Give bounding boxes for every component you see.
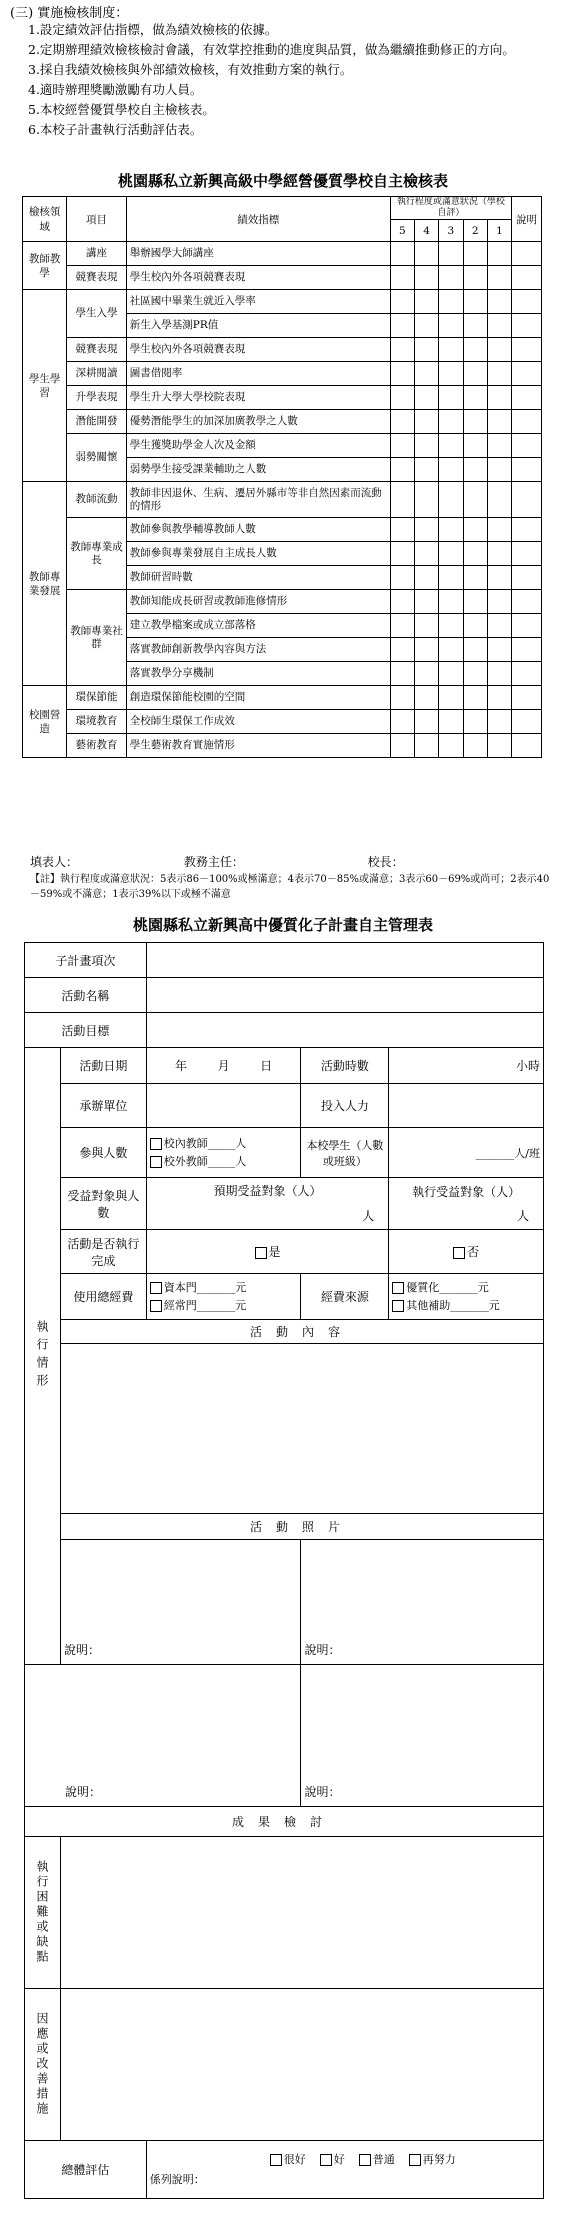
item-cell: 教師流動 — [67, 482, 127, 518]
execution-label-text: 執行情形 — [34, 1320, 49, 1392]
capital-checkbox[interactable] — [150, 1282, 162, 1294]
item-cell: 環境教育 — [67, 710, 127, 734]
domain-cell: 教師專業發展 — [23, 482, 67, 686]
score-cell[interactable] — [414, 386, 438, 410]
table1-title: 桃園縣私立新興高級中學經營優質學校自主檢核表 — [117, 172, 448, 190]
indicator-cell: 落實教師創新教學內容與方法 — [126, 638, 390, 662]
score-cell[interactable] — [439, 410, 463, 434]
item-cell: 學生入學 — [67, 290, 127, 338]
score-cell[interactable] — [414, 662, 438, 686]
remark-cell[interactable] — [512, 566, 542, 590]
option-label: 再努力 — [422, 2152, 456, 2166]
in-teacher-checkbox[interactable] — [150, 1138, 162, 1150]
score-cell[interactable] — [487, 434, 511, 458]
remark-cell[interactable] — [512, 638, 542, 662]
score-cell[interactable] — [414, 614, 438, 638]
indicator-cell: 學生藝術教育實施情形 — [126, 734, 390, 758]
expected-benefit[interactable] — [146, 1178, 389, 1230]
overall-option[interactable] — [359, 2153, 395, 2166]
overall-option[interactable] — [409, 2153, 456, 2166]
score-cell[interactable] — [463, 338, 487, 362]
score-cell[interactable] — [390, 242, 414, 266]
remark-cell[interactable] — [512, 518, 542, 542]
month-label: 月 — [217, 1059, 230, 1073]
indicator-cell: 社區國中畢業生就近入學率 — [126, 290, 390, 314]
score-cell[interactable] — [414, 266, 438, 290]
score-cell[interactable] — [487, 482, 511, 518]
score-cell[interactable] — [463, 362, 487, 386]
score-cell[interactable] — [439, 662, 463, 686]
done-no[interactable] — [389, 1230, 544, 1274]
score-cell[interactable] — [463, 266, 487, 290]
indicator-cell: 全校師生環保工作成效 — [126, 710, 390, 734]
activity-name-label: 活動名稱 — [25, 978, 147, 1013]
table-row — [23, 242, 542, 266]
budget-label: 使用總經費 — [60, 1274, 146, 1320]
checklist-item: 6.本校子計畫執行活動評估表。 — [28, 122, 203, 137]
score-cell[interactable] — [439, 686, 463, 710]
score-cell[interactable] — [390, 662, 414, 686]
sub-item-value[interactable] — [146, 943, 543, 978]
score-cell[interactable] — [390, 614, 414, 638]
score-cell[interactable] — [439, 614, 463, 638]
in-teacher-label: 校內教師_____人 — [163, 1136, 247, 1150]
score-cell[interactable] — [463, 710, 487, 734]
score-cell[interactable] — [414, 566, 438, 590]
self-check-table — [22, 196, 542, 758]
score-cell[interactable] — [487, 518, 511, 542]
score-cell[interactable] — [487, 710, 511, 734]
score-cell[interactable] — [439, 290, 463, 314]
indicator-cell: 學生獲獎助學金人次及金額 — [126, 434, 390, 458]
improve-value[interactable] — [60, 1989, 543, 2141]
table-row — [23, 410, 542, 434]
expected-label: 預期受益對象（人） — [213, 1184, 322, 1198]
host-value[interactable] — [146, 1084, 301, 1128]
checklist-item: 1.設定績效評估指標，做為績效檢核的依據。 — [28, 22, 278, 37]
score-cell[interactable] — [463, 662, 487, 686]
teacher-counts[interactable] — [146, 1128, 301, 1178]
improve-label-text: 因應或改善措施 — [34, 2012, 49, 2117]
indicator-cell: 教師非因退休、生病、遷居外縣市等非自然因素而流動的情形 — [126, 482, 390, 518]
indicator-cell: 新生入學基測PR值 — [126, 314, 390, 338]
table-row — [23, 518, 542, 542]
score-cell[interactable] — [463, 290, 487, 314]
score-cell[interactable] — [390, 410, 414, 434]
table-row — [23, 482, 542, 518]
score-cell[interactable] — [414, 710, 438, 734]
participants-label: 參與人數 — [60, 1128, 146, 1178]
score-cell[interactable] — [487, 458, 511, 482]
domain-cell: 學生學習 — [23, 290, 67, 482]
score-cell[interactable] — [439, 482, 463, 518]
score-cell[interactable] — [487, 266, 511, 290]
score-cell[interactable] — [487, 386, 511, 410]
difficulty-label — [25, 1837, 61, 1989]
score-header-4: 4 — [414, 220, 438, 242]
signature-line — [30, 853, 404, 870]
indicator-cell: 弱勢學生接受課業輔助之人數 — [126, 458, 390, 482]
remark-cell[interactable] — [512, 614, 542, 638]
score-cell[interactable] — [414, 338, 438, 362]
score-cell[interactable] — [390, 638, 414, 662]
indicator-cell: 學生升大學大學校院表現 — [126, 386, 390, 410]
score-cell[interactable] — [390, 518, 414, 542]
benefit-label: 受益對象與人數 — [60, 1178, 146, 1230]
photo-4[interactable] — [301, 1665, 544, 1807]
checklist-item: 4.適時辦理獎勵激勵有功人員。 — [28, 82, 203, 97]
score-cell[interactable] — [439, 710, 463, 734]
remark-cell[interactable] — [512, 686, 542, 710]
score-cell[interactable] — [463, 590, 487, 614]
score-cell[interactable] — [463, 518, 487, 542]
score-cell[interactable] — [463, 542, 487, 566]
item-cell: 教師專業成長 — [67, 518, 127, 590]
students-unit[interactable]: _______人/班 — [389, 1128, 544, 1178]
score-cell[interactable] — [439, 242, 463, 266]
content-value[interactable] — [60, 1344, 543, 1514]
score-cell[interactable] — [487, 662, 511, 686]
indicator-cell: 建立教學檔案或成立部落格 — [126, 614, 390, 638]
yes-checkbox[interactable] — [255, 1247, 267, 1259]
header-remark: 說明 — [512, 197, 542, 242]
score-cell[interactable] — [390, 590, 414, 614]
score-cell[interactable] — [439, 434, 463, 458]
other-label: 其他補助_______元 — [406, 1298, 500, 1312]
indicator-cell: 優勢潛能學生的加深加廣教學之人數 — [126, 410, 390, 434]
domain-cell: 教師教學 — [23, 242, 67, 290]
score-cell[interactable] — [463, 614, 487, 638]
option-label: 很好 — [283, 2152, 306, 2166]
option-checkbox[interactable] — [270, 2154, 282, 2166]
current-checkbox[interactable] — [150, 1300, 162, 1312]
score-cell[interactable] — [390, 362, 414, 386]
table-row — [23, 710, 542, 734]
overall-option[interactable] — [320, 2153, 345, 2166]
day-label: 日 — [260, 1059, 273, 1073]
host-label: 承辦單位 — [60, 1084, 146, 1128]
table-row — [23, 590, 542, 614]
header-degree: 執行程度或滿意狀況（學校自評） — [390, 197, 511, 220]
score-cell[interactable] — [463, 638, 487, 662]
score-cell[interactable] — [414, 242, 438, 266]
score-cell[interactable] — [439, 566, 463, 590]
score-cell[interactable] — [390, 458, 414, 482]
table-row — [23, 362, 542, 386]
done-yes[interactable] — [146, 1230, 389, 1274]
score-cell[interactable] — [414, 410, 438, 434]
score-cell[interactable] — [414, 314, 438, 338]
header-indicator: 績效指標 — [126, 197, 390, 242]
current-label: 經常門_______元 — [163, 1298, 247, 1312]
remark-cell[interactable] — [512, 458, 542, 482]
item-cell: 講座 — [67, 242, 127, 266]
score-cell[interactable] — [414, 290, 438, 314]
indicator-cell: 教師知能成長研習或教師進修情形 — [126, 590, 390, 614]
indicator-cell: 落實教學分享機制 — [126, 662, 390, 686]
score-cell[interactable] — [463, 314, 487, 338]
overall-options — [150, 2150, 540, 2170]
score-cell[interactable] — [439, 638, 463, 662]
expected-unit: 人 — [362, 1209, 375, 1223]
score-cell[interactable] — [439, 266, 463, 290]
table-row — [23, 338, 542, 362]
students-label: 本校學生（人數或班級） — [301, 1128, 389, 1178]
score-cell[interactable] — [414, 686, 438, 710]
photo-4-caption: 說明： — [304, 1785, 341, 1799]
score-header-2: 2 — [463, 220, 487, 242]
score-cell[interactable] — [487, 686, 511, 710]
score-cell[interactable] — [487, 314, 511, 338]
score-cell[interactable] — [439, 734, 463, 758]
source-label: 經費來源 — [301, 1274, 389, 1320]
table-row — [23, 290, 542, 314]
option-checkbox[interactable] — [320, 2154, 332, 2166]
photo-2[interactable] — [301, 1540, 544, 1665]
indicator-cell: 教師參與專業發展自主成長人數 — [126, 542, 390, 566]
score-cell[interactable] — [414, 734, 438, 758]
date-label: 活動日期 — [60, 1048, 146, 1084]
execution-label — [25, 1048, 61, 1665]
actual-label: 執行受益對象（人） — [412, 1184, 521, 1199]
option-label: 好 — [333, 2152, 345, 2166]
domain-cell: 校園營造 — [23, 686, 67, 758]
score-cell[interactable] — [439, 518, 463, 542]
indicator-cell: 學生校內外各項競賽表現 — [126, 266, 390, 290]
remark-cell[interactable] — [512, 386, 542, 410]
sub-item-label: 子計畫項次 — [25, 943, 147, 978]
hours-label: 活動時數 — [301, 1048, 389, 1084]
score-cell[interactable] — [390, 266, 414, 290]
remark-cell[interactable] — [512, 242, 542, 266]
quality-checkbox[interactable] — [392, 1282, 404, 1294]
out-teacher-checkbox[interactable] — [150, 1156, 162, 1168]
score-cell[interactable] — [487, 566, 511, 590]
budget-values[interactable] — [146, 1274, 301, 1320]
score-cell[interactable] — [414, 542, 438, 566]
quality-label: 優質化_______元 — [406, 1280, 489, 1294]
score-cell[interactable] — [414, 458, 438, 482]
other-checkbox[interactable] — [392, 1300, 404, 1312]
score-cell[interactable] — [390, 542, 414, 566]
photo-2-caption: 說明： — [304, 1643, 341, 1657]
checklist-item: 3.採自我績效檢核與外部績效檢核，有效推動方案的執行。 — [28, 62, 353, 77]
remark-cell[interactable] — [512, 482, 542, 518]
photo-1[interactable] — [60, 1540, 300, 1665]
score-cell[interactable] — [390, 290, 414, 314]
item-cell: 升學表現 — [67, 386, 127, 410]
remark-cell[interactable] — [512, 338, 542, 362]
score-cell[interactable] — [463, 458, 487, 482]
score-header-5: 5 — [390, 220, 414, 242]
score-cell[interactable] — [414, 434, 438, 458]
score-cell[interactable] — [463, 482, 487, 518]
actual-unit: 人 — [516, 1208, 529, 1223]
option-label: 普通 — [372, 2152, 395, 2166]
activity-goal-value[interactable] — [146, 1013, 543, 1048]
score-cell[interactable] — [414, 590, 438, 614]
option-checkbox[interactable] — [359, 2154, 371, 2166]
remark-cell[interactable] — [512, 314, 542, 338]
item-cell: 弱勢關懷 — [67, 434, 127, 482]
indicator-cell: 創造環保節能校園的空間 — [126, 686, 390, 710]
photo-1-caption: 說明： — [63, 1643, 100, 1657]
improve-label — [25, 1989, 61, 2141]
capital-label: 資本門_______元 — [163, 1280, 247, 1294]
checklist-item: 5.本校經營優質學校自主檢核表。 — [28, 102, 215, 117]
remark-cell[interactable] — [512, 590, 542, 614]
score-header-3: 3 — [439, 220, 463, 242]
item-cell: 教師專業社群 — [67, 590, 127, 686]
score-cell[interactable] — [463, 434, 487, 458]
remark-cell[interactable] — [512, 434, 542, 458]
score-cell[interactable] — [439, 314, 463, 338]
filler-label: 填表人： — [30, 855, 79, 869]
indicator-cell: 教師研習時數 — [126, 566, 390, 590]
header-item: 項目 — [67, 197, 127, 242]
sub-plan-table — [24, 942, 544, 2199]
done-label: 活動是否執行完成 — [60, 1230, 146, 1274]
year-label: 年 — [175, 1059, 188, 1073]
checklist — [28, 20, 548, 140]
scoring-note: 【註】執行程度或滿意狀況：5表示86－100%或極滿意；4表示70－85%或滿意；3表示60－69%或尚可；2表示40－59%或不滿意；1表示39%以下或極不滿意 — [30, 874, 550, 900]
no-label: 否 — [467, 1245, 480, 1259]
table-row — [23, 266, 542, 290]
score-cell[interactable] — [390, 314, 414, 338]
score-cell[interactable] — [463, 242, 487, 266]
score-cell[interactable] — [414, 482, 438, 518]
photo-3[interactable] — [25, 1665, 301, 1807]
remark-cell[interactable] — [512, 410, 542, 434]
score-cell[interactable] — [439, 386, 463, 410]
option-checkbox[interactable] — [409, 2154, 421, 2166]
item-cell: 競賽表現 — [67, 266, 127, 290]
score-cell[interactable] — [463, 686, 487, 710]
score-cell[interactable] — [463, 410, 487, 434]
score-cell[interactable] — [390, 482, 414, 518]
remark-cell[interactable] — [512, 662, 542, 686]
checklist-item: 2.定期辦理績效檢核檢討會議，有效掌控推動的進度與品質，做為繼續推動修正的方向。 — [28, 42, 515, 57]
score-cell[interactable] — [439, 542, 463, 566]
activity-goal-label: 活動目標 — [25, 1013, 147, 1048]
overall-option[interactable] — [270, 2153, 306, 2166]
difficulty-value[interactable] — [60, 1837, 543, 1989]
score-cell[interactable] — [390, 686, 414, 710]
table-row — [23, 434, 542, 458]
score-cell[interactable] — [390, 734, 414, 758]
source-values[interactable] — [389, 1274, 544, 1320]
score-header-1: 1 — [487, 220, 511, 242]
result-label: 成果檢討 — [25, 1807, 544, 1837]
director-label: 教務主任： — [183, 855, 244, 869]
table-row — [23, 386, 542, 410]
score-cell[interactable] — [487, 638, 511, 662]
score-cell[interactable] — [390, 566, 414, 590]
score-cell[interactable] — [487, 590, 511, 614]
no-checkbox[interactable] — [453, 1247, 465, 1259]
remark-cell[interactable] — [512, 710, 542, 734]
overall-label: 總體評估 — [25, 2141, 147, 2199]
indicator-cell: 舉辦國學大師講座 — [126, 242, 390, 266]
manpower-value[interactable] — [389, 1084, 544, 1128]
score-cell[interactable] — [487, 614, 511, 638]
remark-cell[interactable] — [512, 266, 542, 290]
score-cell[interactable] — [487, 362, 511, 386]
activity-name-value[interactable] — [146, 978, 543, 1013]
principal-label: 校長： — [367, 855, 404, 869]
score-cell[interactable] — [390, 434, 414, 458]
content-label: 活動內容 — [60, 1320, 543, 1344]
date-value[interactable] — [146, 1048, 301, 1084]
item-cell: 深耕閱讀 — [67, 362, 127, 386]
out-teacher-label: 校外教師_____人 — [163, 1154, 247, 1168]
remark-cell[interactable] — [512, 362, 542, 386]
actual-benefit[interactable] — [389, 1178, 544, 1230]
score-cell[interactable] — [487, 242, 511, 266]
score-cell[interactable] — [487, 290, 511, 314]
score-cell[interactable] — [414, 362, 438, 386]
photo-label: 活動照片 — [60, 1514, 543, 1540]
score-cell[interactable] — [390, 338, 414, 362]
score-cell[interactable] — [463, 386, 487, 410]
item-cell: 競賽表現 — [67, 338, 127, 362]
manpower-label: 投入人力 — [301, 1084, 389, 1128]
difficulty-label-text: 執行困難或缺點 — [34, 1860, 49, 1965]
score-cell[interactable] — [463, 566, 487, 590]
table2-title: 桃園縣私立新興高中優質化子計畫自主管理表 — [132, 916, 433, 934]
score-cell[interactable] — [439, 338, 463, 362]
score-cell[interactable] — [439, 458, 463, 482]
score-cell[interactable] — [414, 638, 438, 662]
hours-unit[interactable]: 小時 — [389, 1048, 544, 1084]
remark-cell[interactable] — [512, 290, 542, 314]
table-row — [23, 686, 542, 710]
overall-value[interactable] — [146, 2141, 543, 2199]
indicator-cell: 教師參與教學輔導教師人數 — [126, 518, 390, 542]
score-cell[interactable] — [487, 410, 511, 434]
indicator-cell: 圖書借閱率 — [126, 362, 390, 386]
indicator-cell: 學生校內外各項競賽表現 — [126, 338, 390, 362]
item-cell: 藝術教育 — [67, 734, 127, 758]
reason-label: 係列說明： — [149, 2172, 205, 2186]
score-cell[interactable] — [439, 362, 463, 386]
remark-cell[interactable] — [512, 734, 542, 758]
header-domain: 檢核領域 — [23, 197, 67, 242]
table-row — [23, 734, 542, 758]
score-cell[interactable] — [414, 518, 438, 542]
section-heading: (三) 實施檢核制度： — [10, 6, 129, 21]
item-cell: 環保節能 — [67, 686, 127, 710]
photo-3-caption: 說明： — [65, 1785, 102, 1799]
score-cell[interactable] — [390, 386, 414, 410]
score-cell[interactable] — [487, 542, 511, 566]
score-cell[interactable] — [439, 590, 463, 614]
score-cell[interactable] — [463, 734, 487, 758]
item-cell: 潛能開發 — [67, 410, 127, 434]
score-cell[interactable] — [487, 338, 511, 362]
yes-label: 是 — [268, 1245, 281, 1259]
remark-cell[interactable] — [512, 542, 542, 566]
score-cell[interactable] — [487, 734, 511, 758]
score-cell[interactable] — [390, 710, 414, 734]
